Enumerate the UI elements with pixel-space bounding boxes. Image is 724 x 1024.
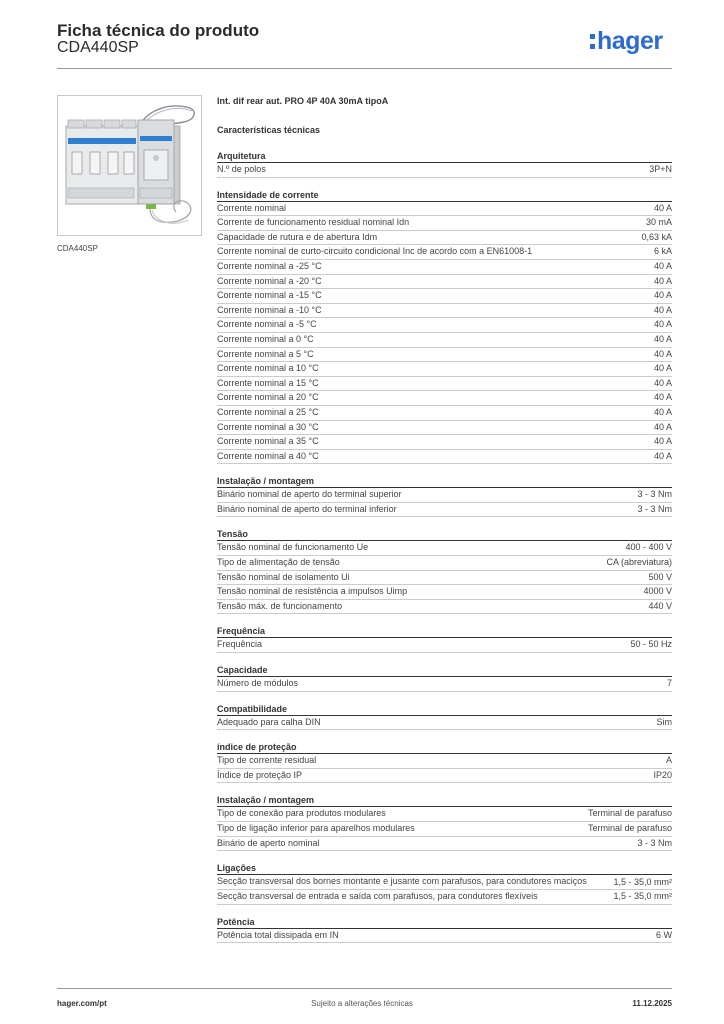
section-spacer: [217, 905, 672, 915]
spec-row: [217, 556, 672, 571]
spec-row: [217, 585, 672, 600]
spec-row: [217, 421, 672, 436]
spec-value: 40 A: [653, 260, 672, 271]
spec-label: Tipo de conexão para produtos modulares: [217, 808, 386, 819]
spec-label: Corrente nominal a -5 °C: [217, 319, 317, 330]
spec-value: 40 A: [653, 290, 672, 301]
spec-label: Binário nominal de aperto do terminal superior: [217, 489, 402, 500]
spec-value: 3P+N: [649, 164, 672, 174]
spec-row: [217, 275, 672, 290]
spec-row: [217, 260, 672, 275]
spec-label: Tipo de ligação inferior para aparelhos modulares: [217, 823, 415, 833]
spec-value: 440 V: [648, 600, 672, 611]
spec-label: Corrente de funcionamento residual nominal Idn: [217, 217, 410, 228]
section-spacer: [217, 783, 672, 793]
spec-row: [217, 716, 672, 731]
spec-row: [217, 377, 672, 392]
footer-date: 11.12.2025: [632, 999, 672, 1008]
section-spacer: [217, 851, 672, 861]
spec-row: [217, 348, 672, 363]
spec-row: [217, 875, 672, 890]
spec-value: 40 A: [653, 436, 672, 447]
spec-value: 40 A: [653, 421, 672, 432]
spec-label: Tensão nominal de funcionamento Ue: [217, 542, 369, 553]
spec-label: Corrente nominal a -15 °C: [217, 290, 322, 301]
section-spacer: [217, 178, 672, 188]
spec-label: Frequência: [217, 639, 263, 650]
spec-label: Índice de proteção IP: [217, 769, 303, 780]
spec-label: Corrente nominal a 10 °C: [217, 363, 319, 374]
hager-logo: [590, 27, 663, 55]
footer-disclaimer: Sujeito a alterações técnicas: [311, 999, 413, 1008]
spec-row: [217, 245, 672, 260]
spec-value: 3 - 3 Nm: [637, 837, 672, 848]
spec-value: 400 - 400 V: [625, 542, 672, 553]
spec-label: Secção transversal dos bornes montante e jusante com parafusos, para condutores maciços: [217, 876, 587, 887]
rcd-device-illustration: [58, 96, 201, 235]
spec-value: Sim: [656, 716, 672, 727]
spec-row: [217, 333, 672, 348]
spec-value: 40 A: [653, 348, 672, 359]
spec-label: Tipo de corrente residual: [217, 755, 317, 766]
section-title: Capacidade: [217, 663, 672, 677]
spec-value: Terminal de parafuso: [587, 823, 672, 833]
spec-value: 40 A: [653, 275, 672, 286]
spec-value: 40 A: [653, 363, 672, 374]
spec-row: [217, 541, 672, 556]
spec-label: Corrente nominal a 0 °C: [217, 333, 314, 344]
spec-value: 1,5 - 35,0 mm²: [613, 877, 672, 888]
section-title: Frequência: [217, 624, 672, 638]
spec-row: [217, 677, 672, 692]
spec-value: IP20: [653, 769, 672, 780]
section-title: Instalação / montagem: [217, 474, 672, 488]
spec-label: Corrente nominal de curto-circuito condicional Inc de acordo com a EN61008-1: [217, 246, 533, 257]
spec-row: [217, 289, 672, 304]
spec-value: 0,63 kA: [641, 231, 672, 242]
spec-label: Tensão máx. de funcionamento: [217, 600, 343, 611]
spec-value: A: [665, 755, 672, 766]
spec-label: Binário de aperto nominal: [217, 837, 320, 848]
spec-label: Corrente nominal a 15 °C: [217, 377, 319, 388]
spec-value: 50 - 50 Hz: [630, 639, 672, 650]
spec-label: Tensão nominal de resistência a impulsos Uimp: [217, 586, 408, 597]
section-title: Compatibilidade: [217, 702, 672, 716]
spec-value: 40 A: [653, 377, 672, 388]
spec-row: [217, 362, 672, 377]
spec-value: CA (abreviatura): [606, 557, 672, 568]
spec-row: [217, 571, 672, 586]
product-image: [57, 95, 202, 236]
spec-row: [217, 450, 672, 465]
spec-value: 6 kA: [653, 246, 672, 257]
section-title: Ligações: [217, 861, 672, 875]
spec-value: 40 A: [653, 333, 672, 344]
spec-label: Corrente nominal a 40 °C: [217, 450, 319, 461]
spec-row: [217, 231, 672, 246]
spec-value: 4000 V: [643, 586, 672, 597]
spec-label: Tipo de alimentação de tensão: [217, 557, 340, 568]
spec-row: [217, 488, 672, 503]
section-title: Tensão: [217, 527, 672, 541]
spec-label: Corrente nominal a -20 °C: [217, 275, 322, 286]
spec-label: Corrente nominal a -25 °C: [217, 260, 322, 271]
section-title: Potência: [217, 915, 672, 929]
spec-value: 30 mA: [645, 217, 672, 228]
section-title: índice de proteção: [217, 740, 672, 754]
spec-row: [217, 202, 672, 217]
spec-row: [217, 807, 672, 822]
document-title: Ficha técnica do produto: [57, 21, 260, 40]
spec-label: N.º de polos: [217, 164, 266, 174]
footer-divider: [57, 988, 672, 989]
spec-label: Número de módulos: [217, 678, 299, 689]
spec-value: 40 A: [653, 304, 672, 315]
spec-label: Capacidade de rutura e de abertura Idm: [217, 231, 378, 242]
spec-row: [217, 837, 672, 852]
spec-row: [217, 600, 672, 615]
spec-value: Terminal de parafuso: [587, 808, 672, 819]
product-code: CDA440SP: [57, 39, 139, 56]
spec-row: [217, 216, 672, 231]
spec-value: 40 A: [653, 406, 672, 417]
spec-label: Corrente nominal a 5 °C: [217, 348, 314, 359]
section-spacer: [217, 517, 672, 527]
image-caption: CDA440SP: [57, 244, 98, 253]
section-spacer: [217, 692, 672, 702]
spec-label: Adequado para calha DIN: [217, 716, 321, 727]
product-description: Int. dif rear aut. PRO 4P 40A 30mA tipoA: [217, 96, 389, 106]
spec-row: [217, 929, 672, 944]
spec-label: Binário nominal de aperto do terminal inferior: [217, 503, 397, 514]
spec-label: Corrente nominal a -10 °C: [217, 304, 322, 315]
footer-website[interactable]: hager.com/pt: [57, 999, 107, 1008]
spec-value: 7: [666, 678, 672, 689]
spec-value: 6 W: [655, 929, 672, 940]
spec-row: [217, 503, 672, 518]
section-title: Instalação / montagem: [217, 793, 672, 807]
spec-value: 40 A: [653, 450, 672, 461]
spec-label: Corrente nominal: [217, 202, 287, 213]
spec-row: [217, 318, 672, 333]
specs-heading: Características técnicas: [217, 125, 321, 135]
spec-row: [217, 638, 672, 653]
spec-sections: [217, 149, 672, 943]
spec-row: [217, 163, 672, 178]
spec-value: 40 A: [653, 202, 672, 213]
spec-value: 1,5 - 35,0 mm²: [613, 891, 672, 902]
spec-row: [217, 391, 672, 406]
spec-value: 3 - 3 Nm: [637, 489, 672, 500]
section-spacer: [217, 653, 672, 663]
spec-value: 40 A: [653, 392, 672, 403]
spec-row: [217, 304, 672, 319]
spec-label: Secção transversal de entrada e saída com parafusos, para condutores flexíveis: [217, 891, 538, 902]
section-spacer: [217, 730, 672, 740]
spec-row: [217, 754, 672, 769]
section-spacer: [217, 464, 672, 474]
section-title: Arquitetura: [217, 149, 672, 163]
spec-value: 500 V: [648, 571, 672, 582]
spec-row: [217, 435, 672, 450]
spec-value: 3 - 3 Nm: [637, 503, 672, 514]
logo-dots-icon: [590, 32, 595, 50]
spec-label: Potência total dissipada em IN: [217, 929, 339, 940]
spec-row: [217, 769, 672, 784]
spec-label: Corrente nominal a 30 °C: [217, 421, 319, 432]
spec-label: Tensão nominal de isolamento Ui: [217, 571, 350, 582]
spec-row: [217, 822, 672, 837]
section-title: Intensidade de corrente: [217, 188, 672, 202]
spec-label: Corrente nominal a 25 °C: [217, 406, 319, 417]
spec-label: Corrente nominal a 20 °C: [217, 392, 319, 403]
spec-value: 40 A: [653, 319, 672, 330]
spec-row: [217, 890, 672, 905]
header-divider: [57, 68, 672, 69]
logo-text: hager: [597, 27, 663, 55]
section-spacer: [217, 614, 672, 624]
spec-row: [217, 406, 672, 421]
spec-content: [217, 96, 672, 943]
spec-label: Corrente nominal a 35 °C: [217, 436, 319, 447]
